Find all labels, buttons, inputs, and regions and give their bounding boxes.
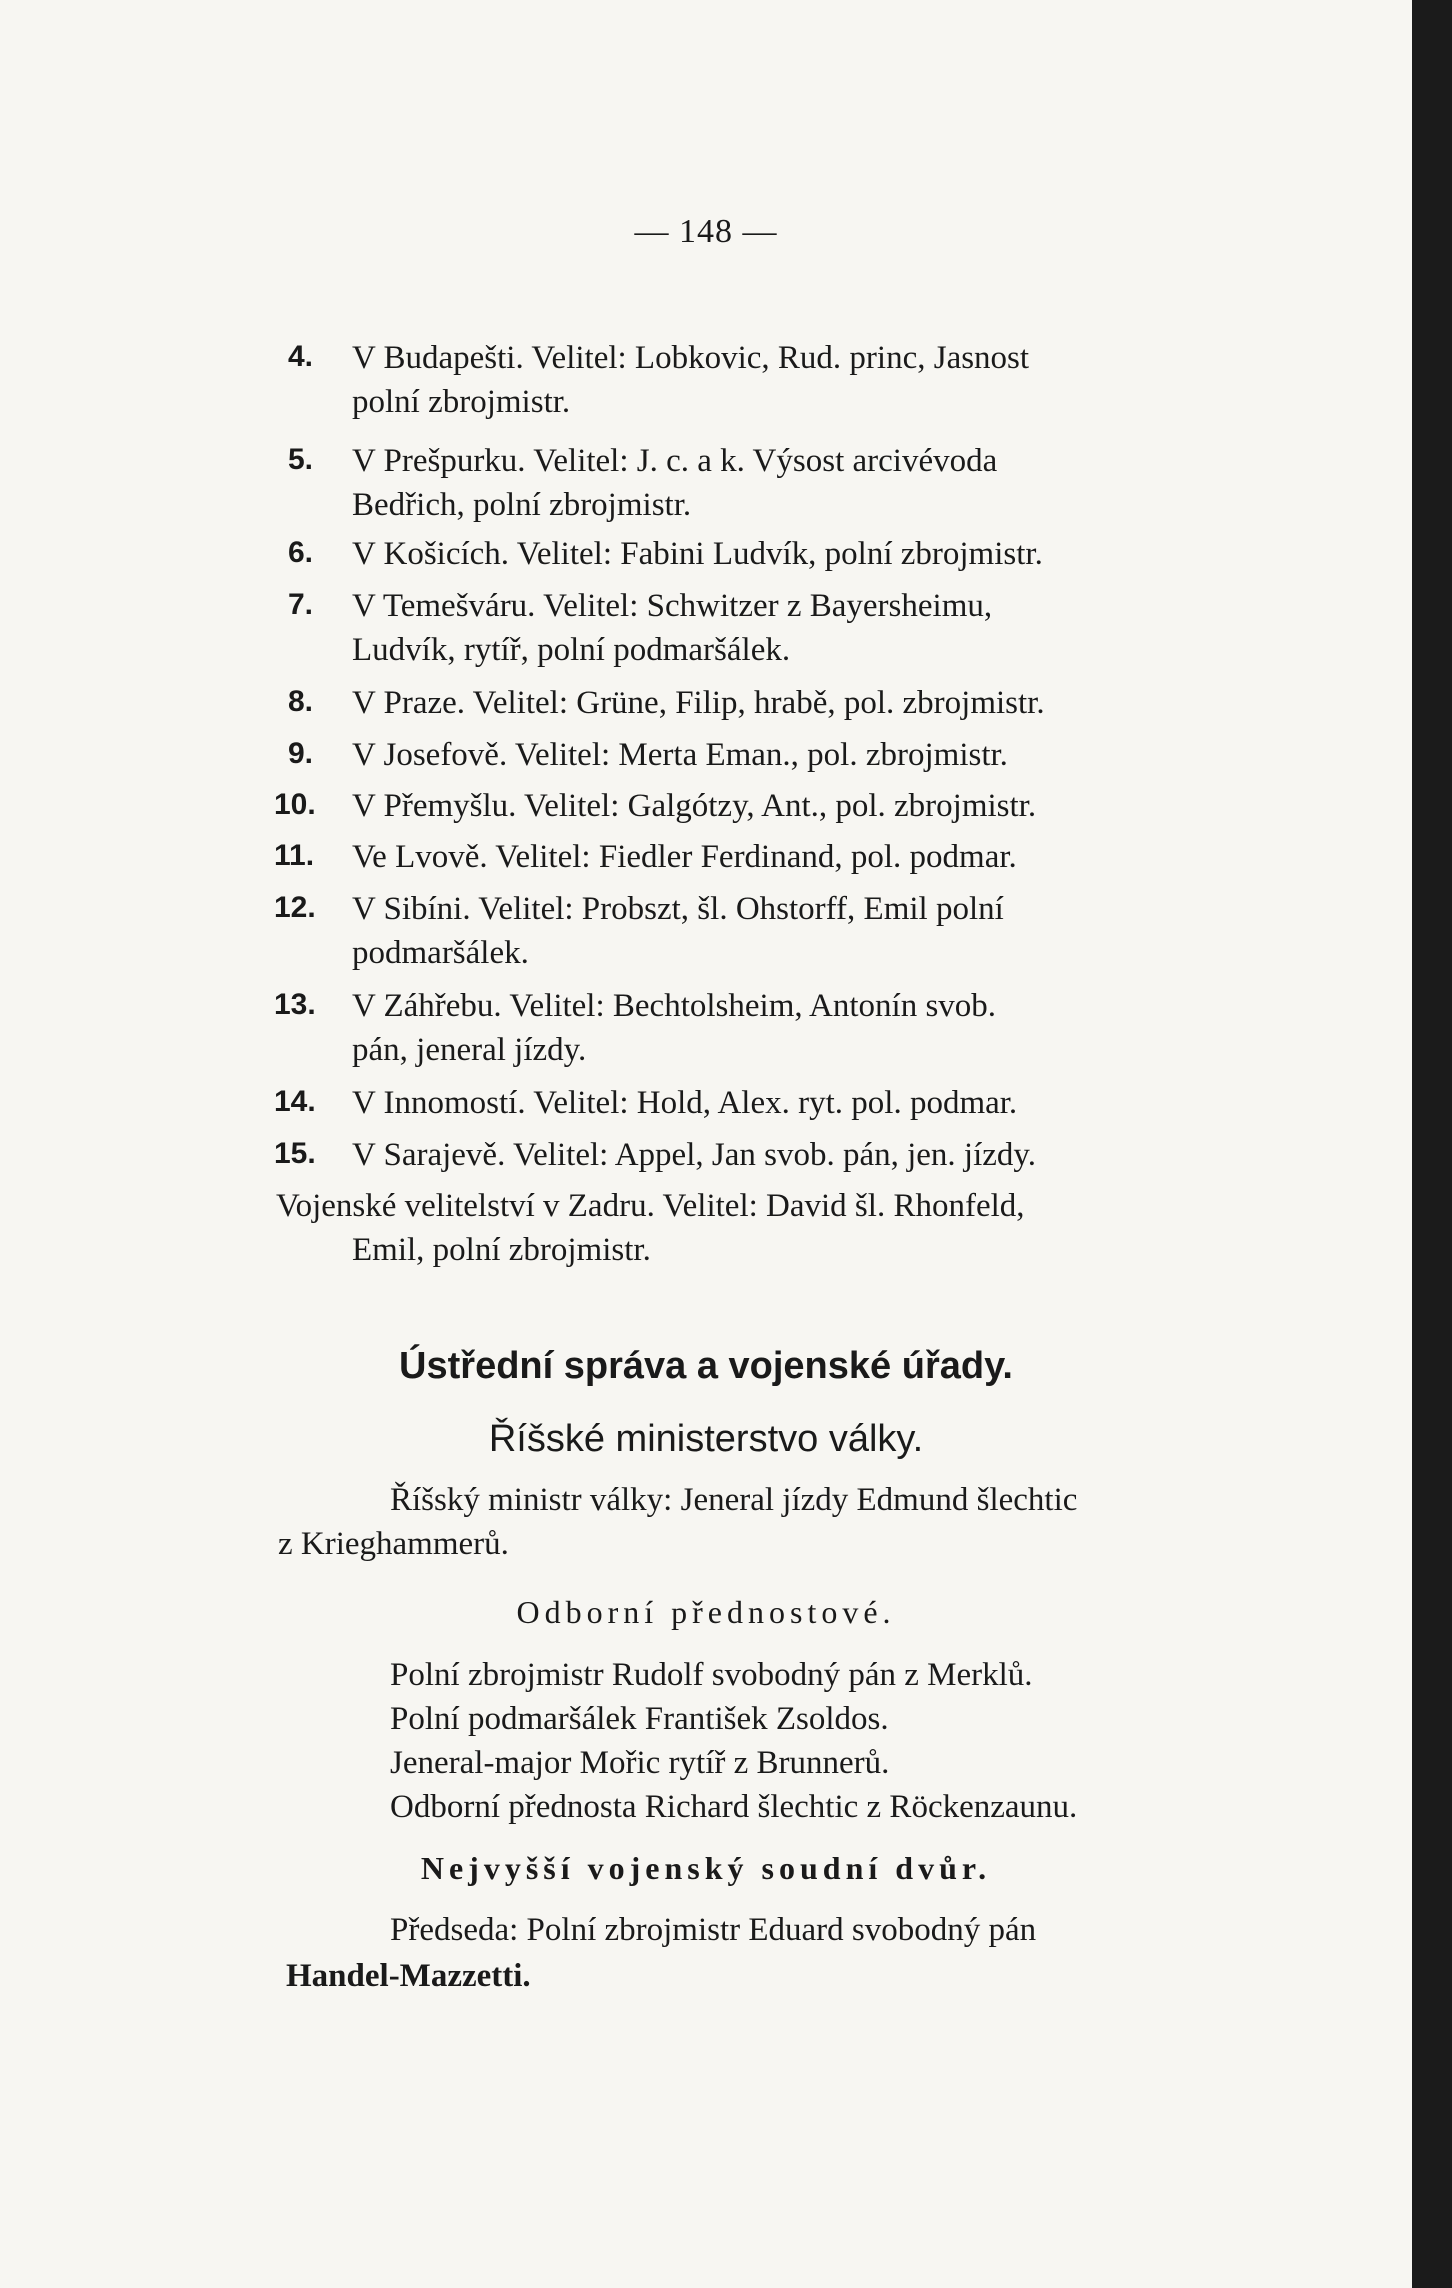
entry-line-2: Bedřich, polní zbrojmistr. [352,487,692,523]
predseda-line-2: Handel-Mazzetti. [286,1958,531,1994]
section-heading: Ústřední správa a vojenské úřady. [399,1345,1013,1387]
entry-number: 13. [274,988,316,1021]
list-item: Jeneral-major Mořic rytíř z Brunnerů. [390,1745,890,1781]
entry-number: 4. [288,340,314,373]
entry-line-1: V Josefově. Velitel: Merta Eman., pol. zbrojmistr. [352,737,1008,773]
entry-number: 12. [274,891,316,924]
zadar-line-1: Vojenské velitelství v Zadru. Velitel: David šl. Rhonfeld, [276,1188,1025,1224]
entry-line-1: V Sarajevě. Velitel: Appel, Jan svob. pán, jen. jízdy. [352,1137,1037,1173]
entry-line-1: V Temešváru. Velitel: Schwitzer z Bayersheimu, [352,588,993,624]
subsection-heading: Říšské ministerstvo války. [488,1418,924,1460]
entry-line-2: pán, jeneral jízdy. [352,1032,587,1068]
entry-line-1: V Budapešti. Velitel: Lobkovic, Rud. princ, Jasnost [352,340,1030,376]
entry-line-1: V Přemyšlu. Velitel: Galgótzy, Ant., pol. zbrojmistr. [352,788,1037,824]
entry-number: 11. [274,839,315,872]
entry-line-1: V Prešpurku. Velitel: J. c. a k. Výsost arcivévoda [352,443,998,479]
entry-line-1: V Praze. Velitel: Grüne, Filip, hrabě, pol. zbrojmistr. [352,685,1045,721]
minister-line-1: Říšský ministr války: Jeneral jízdy Edmund šlechtic [390,1482,1078,1518]
minister-line-2: z Krieghammerů. [278,1526,509,1562]
entry-line-1: Ve Lvově. Velitel: Fiedler Ferdinand, pol. podmar. [352,839,1017,875]
entry-line-1: V Sibíni. Velitel: Probszt, šl. Ohstorff, Emil polní [352,891,1004,927]
entry-line-1: V Záhřebu. Velitel: Bechtolsheim, Antonín svob. [352,988,997,1024]
entry-number: 7. [288,588,314,621]
entry-number: 15. [274,1137,316,1170]
entry-number: 9. [288,737,314,770]
predseda-line-1: Předseda: Polní zbrojmistr Eduard svobodný pán [390,1912,1037,1948]
entry-line-2: podmaršálek. [352,935,529,971]
entry-number: 8. [288,685,314,718]
entry-number: 14. [274,1085,316,1118]
entry-line-1: V Košicích. Velitel: Fabini Ludvík, polní zbrojmistr. [352,536,1043,572]
odborni-heading: Odborní přednostové. [516,1594,896,1630]
entry-number: 6. [288,536,314,569]
entry-line-2: polní zbrojmistr. [352,384,571,420]
entry-number: 5. [288,443,314,476]
list-item: Polní podmaršálek František Zsoldos. [390,1701,889,1737]
entry-line-2: Ludvík, rytíř, polní podmaršálek. [352,632,791,668]
list-item: Polní zbrojmistr Rudolf svobodný pán z Merklů. [390,1657,1033,1693]
entry-line-1: V Innomostí. Velitel: Hold, Alex. ryt. pol. podmar. [352,1085,1018,1121]
list-item: Odborní přednosta Richard šlechtic z Röckenzaunu. [390,1789,1078,1825]
page-number: — 148 — [634,213,778,250]
soud-heading: Nejvyšší vojenský soudní dvůr. [420,1850,992,1886]
zadar-line-2: Emil, polní zbrojmistr. [352,1232,651,1268]
entry-number: 10. [274,788,316,821]
